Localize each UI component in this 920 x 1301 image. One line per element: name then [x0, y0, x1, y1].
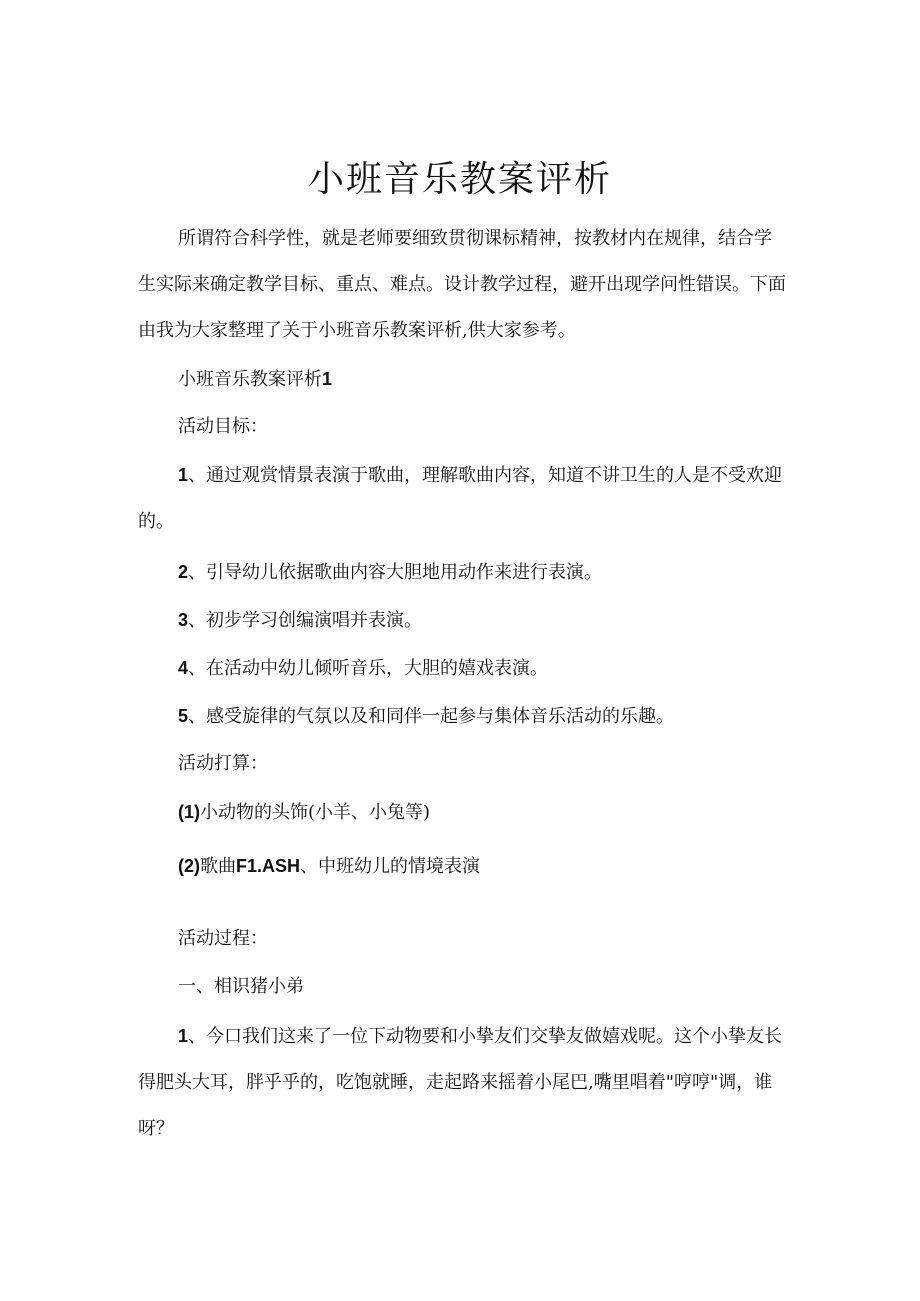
section-heading-number: 1 [322, 369, 333, 389]
goal-text: 、通过观赏情景表演于歌曲，理解歌曲内容，知道不讲卫生的人是不受欢迎的。 [138, 465, 783, 532]
goal-item [178, 693, 674, 740]
goal-item [178, 549, 602, 596]
goal-text: 、引导幼儿依据歌曲内容大胆地用动作来进行表演。 [188, 562, 603, 583]
goal-text: 、感受旋律的气氛以及和同伴一起参与集体音乐活动的乐趣。 [188, 706, 675, 727]
intro-paragraph: 所谓符合科学性，就是老师要细致贯彻课标精神，按教材内在规律，结合学生实际来确定教学目标、重点、难点。设计教学过程，避开出现学问性错误。下面由我为大家整理了关于小班音乐教案评析,供大家参考。 [138, 228, 786, 341]
process-heading: 活动过程： [178, 928, 268, 949]
prep-text: 小动物的头饰(小羊、小兔等) [200, 802, 431, 823]
goal-item [178, 645, 548, 692]
prep-rest-text: 、中班幼儿的情境表演 [300, 856, 481, 877]
goal-number: 4 [178, 658, 189, 678]
prep-item [178, 789, 430, 836]
step-text: 、今口我们这来了一位下动物要和小挚友们交挚友做嬉戏呢。这个小挚友长得肥头大耳，胖乎乎的，吃饱就睡，走起路来摇着小尾巴,嘴里唱着"哼哼"调，谁呀？ [138, 1026, 783, 1139]
step-item [138, 1013, 788, 1152]
goal-text: 、在活动中幼儿倾听音乐，大胆的嬉戏表演。 [188, 658, 549, 679]
prep-text: 歌曲 [200, 856, 236, 877]
prep-bold-text: F1.ASH [236, 856, 301, 876]
goal-item [138, 452, 788, 545]
goal-text: 、初步学习创编演唱并表演。 [188, 610, 423, 631]
section-heading-text: 小班音乐教案评析 [178, 369, 322, 390]
prep-number: (1) [178, 802, 200, 822]
prep-item [178, 843, 480, 890]
goal-number: 3 [178, 610, 189, 630]
goal-item [178, 597, 422, 644]
goal-number: 2 [178, 562, 189, 582]
goal-number: 1 [178, 465, 189, 485]
prep-number: (2) [178, 856, 200, 876]
goals-heading: 活动目标： [178, 416, 268, 437]
step-heading: 一、相识猪小弟 [178, 976, 304, 997]
goal-number: 5 [178, 706, 189, 726]
step-number: 1 [178, 1026, 189, 1046]
section-heading [178, 356, 332, 403]
prep-heading: 活动打算： [178, 753, 268, 774]
document-title: 小班音乐教案评析 [307, 159, 612, 201]
